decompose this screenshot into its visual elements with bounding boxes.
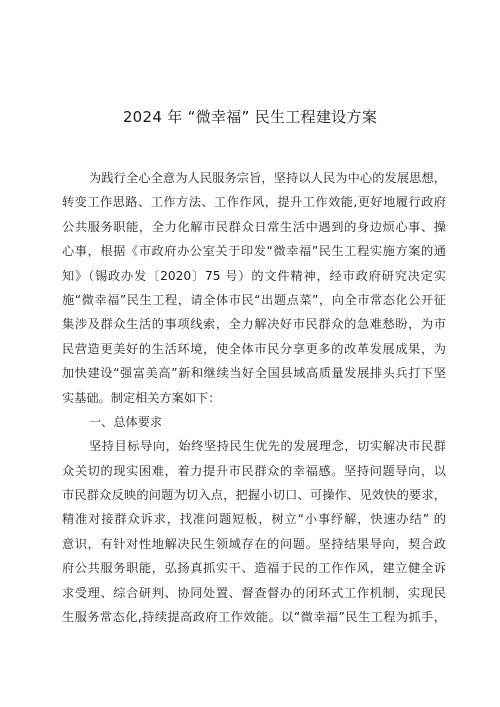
body-text-line: 求受理、综合研判、协同处置、督查督办的闭环式工作机制，实现民 — [62, 585, 446, 600]
body-text-line: 实基础。制定相关方案如下： — [62, 390, 221, 405]
document-title: 2024 年 “微幸福” 民生工程建设方案 — [122, 108, 378, 126]
body-text-line: 市民群众反映的问题为切入点，把握小切口、可操作、见效快的要求， — [62, 488, 446, 503]
body-text-line: 心事，根据《市政府办公室关于印发“微幸福”民生工程实施方案的通 — [62, 244, 446, 259]
body-text-line: 转变工作思路、工作方法、工作作风，提升工作效能,更好地履行政府 — [62, 195, 446, 210]
body-text-line: 精准对接群众诉求，找准问题短板，树立“小事纾解，快速办结” 的 — [62, 512, 446, 527]
body-text-line: 公共服务职能，全力化解市民群众日常生活中遇到的身边烦心事、操 — [62, 219, 446, 234]
body-text-line: 民营造更美好的生活环境，使全体市民分享更多的改革发展成果，为 — [62, 341, 446, 356]
body-text-line: 生服务常态化,持续提高政府工作效能。以“微幸福”民生工程为抓手， — [62, 610, 446, 625]
body-text-line: 施“微幸福”民生工程，请全体市民“出题点菜”，向全市常态化公开征 — [62, 292, 446, 307]
body-text-line: 坚持目标导向，始终坚持民生优先的发展理念，切实解决市民群 — [89, 439, 446, 454]
body-text-line: 意识，有针对性地解决民生领域存在的问题。坚持结果导向，契合政 — [62, 536, 446, 551]
body-text-line: 知》（锡政办发〔2020〕75 号）的文件精神，经市政府研究决定实 — [62, 268, 446, 283]
body-text-line: 加快建设“强富美高”新和继续当好全国县域高质量发展排头兵打下坚 — [62, 366, 446, 381]
body-text-line: 一、总体要求 — [89, 414, 163, 429]
body-text-line: 为践行全心全意为人民服务宗旨，坚持以人民为中心的发展思想， — [89, 171, 446, 185]
body-text-line: 众关切的现实困难，着力提升市民群众的幸福感。坚持问题导向，以 — [62, 463, 446, 478]
document-body — [62, 166, 446, 629]
body-text-line: 府公共服务职能，弘扬真抓实干、造福于民的工作作风，建立健全诉 — [62, 561, 446, 576]
body-text-line: 集涉及群众生活的事项线索，全力解决好市民群众的急难愁盼，为市 — [62, 317, 446, 332]
